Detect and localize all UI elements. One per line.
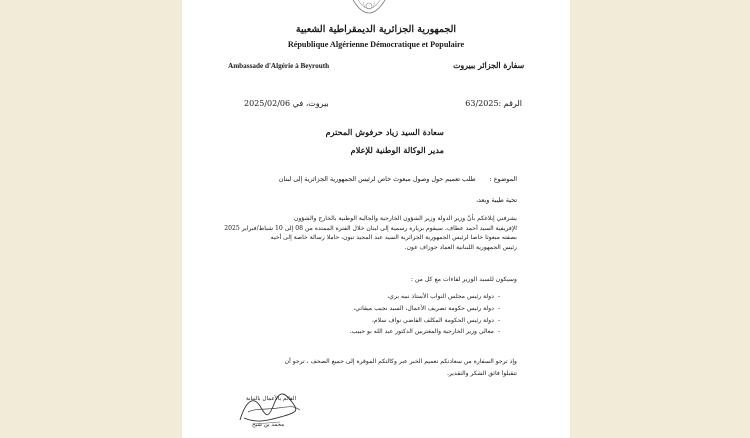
letter-page xyxy=(182,0,570,438)
subject-line xyxy=(279,175,517,183)
closing-line: وإذ ترجو السفارة من سعادتكم تعميم الخبر عبر وكالتكم الموقرة إلى جميع الصحف ، ترجو أن xyxy=(284,358,517,365)
bullet-icon: - xyxy=(497,304,500,312)
header-french: République Algérienne Démocratique et Populaire xyxy=(287,40,465,49)
list-item: -دولة رئيس الحكومة المكلف القاضي نواف سلام، xyxy=(350,315,500,327)
paragraph-line: الإفريقية السيد أحمد عطاف، سيقوم بزيارة رسمية إلى لبنان خلال الفترة الممتدة من 08 إلى 10 شباط/فبراير 2025 xyxy=(224,224,517,232)
bullet-icon: - xyxy=(497,293,500,300)
paragraph-line: يشرفني إبلاغكم بأنّ وزير الدولة وزير الشؤون الخارجية والجالية الوطنية بالخارج والشؤون xyxy=(293,215,517,222)
closing-line: تتقبلوا فائق الشكر والتقدير. xyxy=(447,369,517,377)
list-item: -دولة رئيس حكومة تصريف الأعمال، السيد نجيب ميقاتي، xyxy=(350,303,500,315)
addressee-title: مدير الوكالة الوطنية للإعلام xyxy=(350,145,444,155)
signatory-name: محمد بن شيخ xyxy=(252,422,285,428)
embassy-name-arabic: سفارة الجزائر ببيروت xyxy=(453,61,524,70)
paragraph-line: بصفته مبعوثا خاصا لرئيس الجمهورية الجزائرية السيد عبد المجيد تبون، حاملا رسالة خاصة إلى أخيه xyxy=(270,234,517,242)
letter-date: بيروت، في 2025/02/06 xyxy=(244,99,329,108)
list-item: -معالي وزير الخارجية والمغتربين الدكتور عبد الله بو حبيب. xyxy=(350,326,500,338)
subject-text: طلب تعميم حول وصول مبعوث خاص لرئيس الجمهورية الجزائرية إلى لبنان xyxy=(278,175,476,183)
addressee-name: سعادة السيد زياد حرفوش المحترم xyxy=(325,127,444,137)
list-item: -دولة رئيس مجلس النواب الأستاذ نبيه بري، xyxy=(350,291,500,303)
closing-paragraph xyxy=(217,356,517,379)
bullet-icon: - xyxy=(497,316,500,324)
meetings-intro: وسيكون للسيد الوزير لقاءات مع كل من : xyxy=(410,276,517,283)
embassy-name-french: Ambassade d'Algérie à Beyrouth xyxy=(228,62,330,70)
header-arabic: الجمهورية الجزائرية الديمقراطية الشعبية xyxy=(295,24,457,35)
signatory-title: القائم بالأعمال بالنيابة xyxy=(246,396,297,402)
subject-label: الموضوع : xyxy=(489,175,517,183)
bullet-icon: - xyxy=(497,328,500,336)
greeting: تحية طيبة وبعد، xyxy=(475,196,517,204)
paragraph-line: رئيس الجمهورية اللبنانية العماد جوزاف عون. xyxy=(404,243,517,251)
meetings-list xyxy=(350,291,500,338)
body-paragraph xyxy=(217,214,517,252)
reference-number: الرقم :63/2025 xyxy=(465,99,522,108)
emblem-seal-icon xyxy=(349,0,389,20)
